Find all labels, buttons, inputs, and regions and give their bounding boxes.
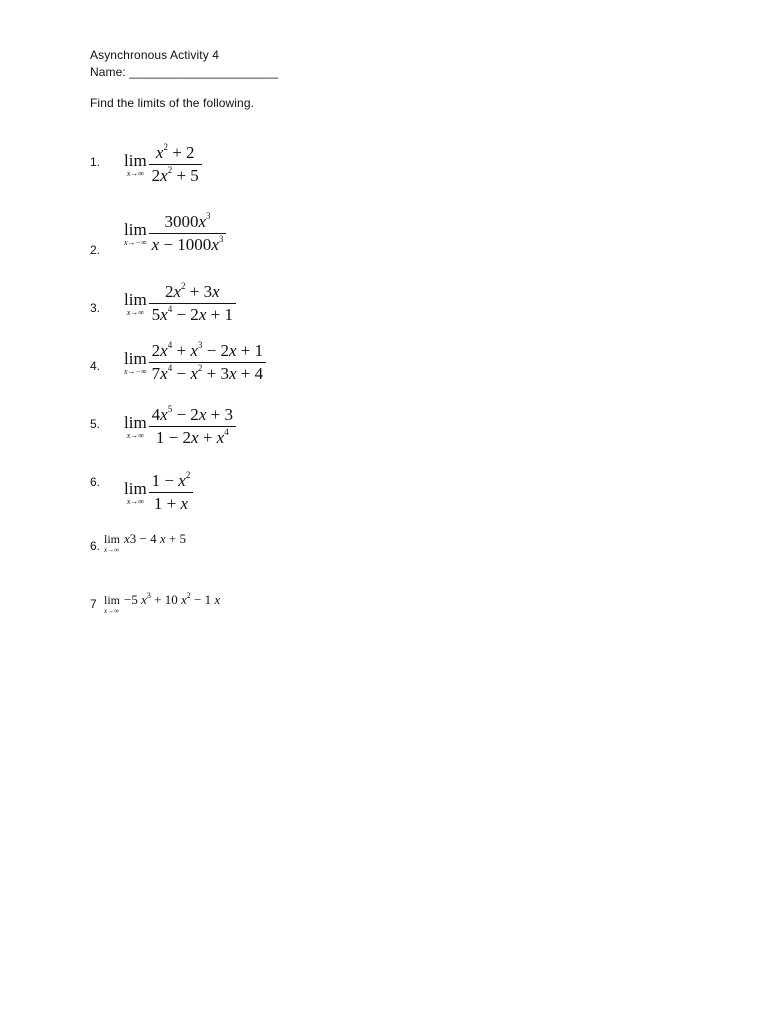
fraction xyxy=(149,471,194,514)
fraction xyxy=(149,212,227,255)
limit-operator: lim x→−∞ xyxy=(124,219,147,247)
problem-number: 1. xyxy=(90,155,101,169)
limit-operator: lim x→−∞ xyxy=(124,348,147,376)
limit-operator: lim x→∞ xyxy=(104,532,121,554)
denominator: $5x^4 - 2x + 1$ xyxy=(151,304,233,324)
denominator: 1 + x xyxy=(153,494,189,513)
problem-3 xyxy=(124,282,236,325)
problem-2 xyxy=(124,212,226,255)
problem-number: 6. xyxy=(90,539,101,553)
numerator: $2x^2 + 3x$ xyxy=(164,281,220,301)
problem-4 xyxy=(124,341,266,384)
problem-number: 5. xyxy=(90,417,101,431)
denominator: $x - 1000x^3$ xyxy=(151,234,224,254)
limit-operator: lim x→∞ xyxy=(104,593,121,615)
problem-6 xyxy=(124,471,193,514)
fraction xyxy=(149,405,236,448)
problem-number: 6. xyxy=(90,475,101,489)
instructions: Find the limits of the following. xyxy=(90,96,255,110)
activity-title: Asynchronous Activity 4 xyxy=(90,48,220,62)
limit-operator: lim x→∞ xyxy=(124,150,147,178)
numerator: $4x^5 - 2x + 3$ xyxy=(151,404,233,424)
problem-5 xyxy=(124,405,236,448)
problem-number: 3. xyxy=(90,301,101,315)
fraction xyxy=(149,341,266,384)
problem-6b xyxy=(104,532,186,554)
limit-operator: lim x→∞ xyxy=(124,289,147,317)
denominator: $7x^4 - x^2 + 3x + 4$ xyxy=(151,363,264,383)
problem-7 xyxy=(104,593,220,615)
denominator: $2x^2 + 5$ xyxy=(151,165,199,185)
expression: x3 − 4 x + 5 xyxy=(124,531,187,546)
expression: −5 $x^3 + 10$ $x^2 - 1$ x xyxy=(124,591,221,607)
problem-1 xyxy=(124,143,202,186)
name-field-label: Name: ______________________ xyxy=(90,65,279,79)
numerator: $x^2 + 2$ xyxy=(155,142,195,162)
fraction xyxy=(149,143,202,186)
limit-operator: lim x→∞ xyxy=(124,412,147,440)
numerator: $3000x^3$ xyxy=(164,211,211,231)
numerator: $1 - x^2$ xyxy=(151,470,191,490)
fraction xyxy=(149,282,236,325)
problem-number: 7 xyxy=(90,597,97,611)
limit-operator: lim x→∞ xyxy=(124,478,147,506)
numerator: $2x^4 + x^3 - 2x + 1$ xyxy=(151,340,264,360)
denominator: $1 - 2x + x^4$ xyxy=(155,427,229,447)
problem-number: 4. xyxy=(90,359,101,373)
problem-number: 2. xyxy=(90,243,101,257)
